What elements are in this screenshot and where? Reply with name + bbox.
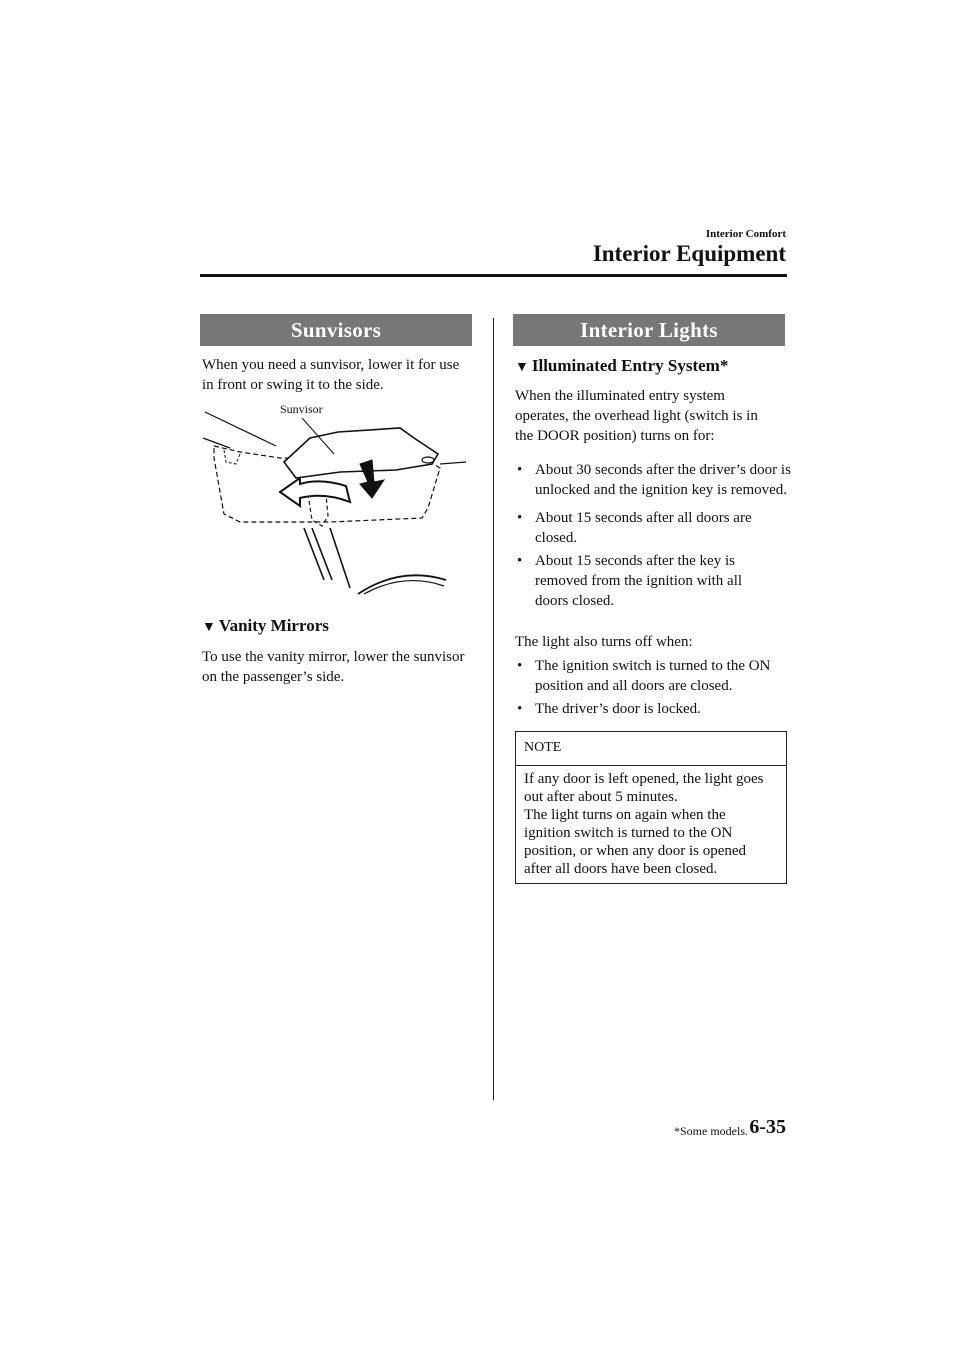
bullet-icon: •: [517, 701, 523, 717]
bullet-icon: •: [517, 462, 523, 478]
illuminated-entry-intro: When the illuminated entry system operates, the overhead light (switch is in the DOOR position) turns on for:: [515, 388, 758, 444]
bullet-icon: •: [517, 510, 523, 526]
light-off-intro: The light also turns off when:: [515, 634, 693, 650]
vanity-mirrors-heading: [202, 616, 329, 636]
page-number: 6-35: [749, 1116, 786, 1138]
list-item: • The driver’s door is locked.: [517, 701, 701, 717]
note-box: [515, 731, 787, 884]
section-label: Interior Comfort: [705, 228, 786, 240]
header-rule: [200, 274, 787, 277]
sunvisors-intro: When you need a sunvisor, lower it for use in front or swing it to the side.: [202, 357, 460, 393]
vanity-mirrors-title: Vanity Mirrors: [218, 616, 329, 635]
illuminated-entry-heading: [515, 356, 728, 376]
note-body: If any door is left opened, the light goes out after about 5 minutes. The light turns on again when the ignition switch is turned to the ON position, or when any door is opened after all doors have been closed.: [524, 771, 764, 877]
sunvisor-figure-label: Sunvisor: [280, 402, 323, 416]
list-item: • About 15 seconds after the key is removed from the ignition with all doors closed.: [517, 553, 743, 609]
sunvisor-illustration: [200, 398, 472, 598]
note-title: NOTE: [524, 740, 562, 755]
sunvisor-figure: [200, 398, 472, 598]
page-title: Interior Equipment: [592, 241, 786, 266]
triangle-icon: ▼: [515, 360, 529, 375]
sunvisors-heading-band: Sunvisors: [200, 314, 472, 346]
list-item: • About 30 seconds after the driver’s door is unlocked and the ignition key is removed.: [517, 462, 791, 498]
bullet-icon: •: [517, 553, 523, 569]
bullet-icon: •: [517, 658, 523, 674]
interior-lights-heading-band: Interior Lights: [513, 314, 785, 346]
illuminated-entry-title: Illuminated Entry System*: [531, 356, 729, 375]
list-item: • The ignition switch is turned to the ON position and all doors are closed.: [517, 658, 771, 694]
column-divider: [493, 318, 494, 1100]
triangle-icon: ▼: [202, 620, 216, 635]
vanity-mirrors-body: To use the vanity mirror, lower the sunvisor on the passenger’s side.: [202, 649, 465, 685]
list-item: • About 15 seconds after all doors are closed.: [517, 510, 752, 546]
footnote: *Some models.: [674, 1124, 748, 1138]
note-divider: [516, 765, 786, 766]
